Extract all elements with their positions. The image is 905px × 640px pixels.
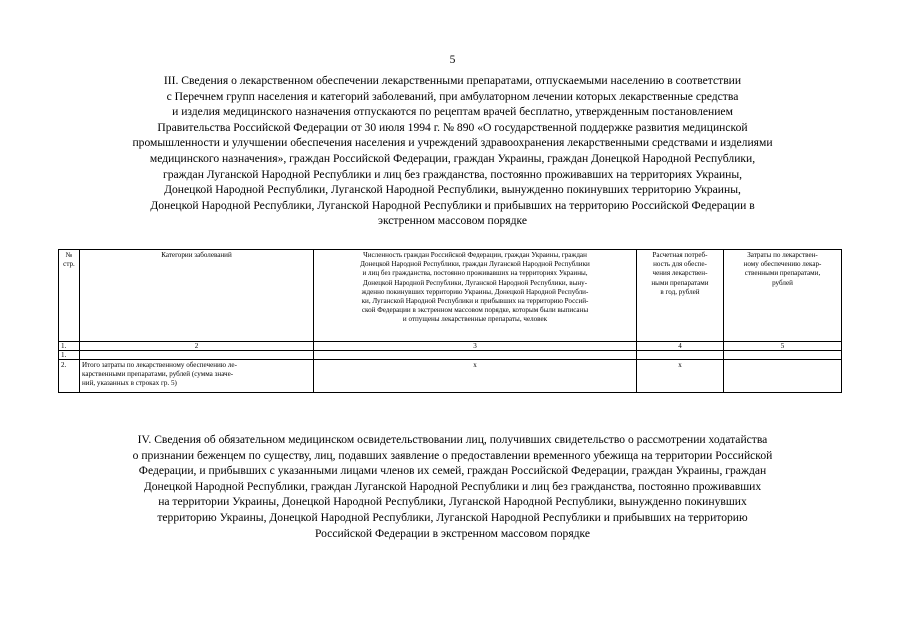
header-line: стр. xyxy=(63,260,75,269)
header-line: Затраты по лекарствен- xyxy=(747,251,818,259)
heading-line: Донецкой Народной Республики, Луганской Народной Республики, вынужденно покинувших территорию Украины, xyxy=(164,183,741,197)
header-line: и отпущены лекарственные препараты, человек xyxy=(402,315,548,324)
heading-line: Российской Федерации в экстренном массовом порядке xyxy=(314,526,591,540)
header-line: ными препаратами xyxy=(651,278,709,287)
table-row xyxy=(59,351,842,360)
header-line: ственными препаратами, xyxy=(744,269,821,278)
header-line: Численность граждан Российской Федерации, граждан Украины, граждан xyxy=(363,251,587,259)
header-persons-count xyxy=(314,250,637,342)
header-line: Расчетная потреб- xyxy=(652,251,708,259)
header-line: и лиц без гражданства, постоянно проживавших на территориях Украины, xyxy=(362,269,588,278)
column-number: 5 xyxy=(724,342,842,351)
column-number: 2 xyxy=(80,342,314,351)
row-cost xyxy=(724,360,842,393)
header-line: ки, Луганской Народной Республики и прибывших на территорию Россий- xyxy=(361,297,589,306)
header-line: ному обеспечению лекар- xyxy=(743,260,822,269)
row-category-line: карственными препаратами, рублей (сумма значе- xyxy=(82,370,234,379)
heading-line: на территории Украины, Донецкой Народной Республики, Луганской Народной Республики, вынужденно покинувших xyxy=(158,495,747,509)
heading-line: промышленности и улучшении обеспечения населения и учреждений здравоохранения лекарственными средствами и изделиями xyxy=(132,136,773,150)
row-category xyxy=(80,360,314,393)
row-cost xyxy=(724,351,842,360)
header-estimated-need xyxy=(637,250,724,342)
header-supply-costs xyxy=(724,250,842,342)
heading-line: IV. Сведения об обязательном медицинском освидетельствовании лиц, получивших свидетельство о рассмотрении ходатайства xyxy=(137,433,768,446)
table-row-total xyxy=(59,360,842,393)
heading-line: экстренном массовом порядке xyxy=(377,214,528,228)
header-line: Донецкой Народной Республики, Луганской Народной Республики, выну- xyxy=(362,278,588,287)
heading-line: Донецкой Народной Республики, граждан Луганской Народной Республики и лиц без гражданства, постоянно проживавших xyxy=(143,479,762,493)
column-number: 3 xyxy=(314,342,637,351)
heading-line: и изделия медицинского назначения отпускаются по рецептам врачей бесплатно, утвержденным постановлением xyxy=(172,105,733,119)
header-line: в год, рублей xyxy=(660,287,700,296)
table-header-row xyxy=(59,250,842,342)
header-row-number xyxy=(59,250,80,342)
header-line: № xyxy=(65,251,73,259)
row-count xyxy=(314,351,637,360)
header-disease-category xyxy=(80,250,314,342)
page-number: 5 xyxy=(449,54,456,66)
column-number: 1. xyxy=(59,342,80,351)
header-line: жденно покинувших территорию Украины, Донецкой Народной Республи- xyxy=(361,287,589,296)
section-3-heading xyxy=(60,73,845,229)
header-line: рублей xyxy=(772,278,793,287)
row-number: 2. xyxy=(59,360,80,393)
row-need: x xyxy=(637,360,724,393)
row-category-line: Итого затраты по лекарственному обеспечению ле- xyxy=(82,361,237,369)
heading-line: медицинского назначения», граждан Российской Федерации, граждан Украины, граждан Донецкой Народной Республики, xyxy=(149,151,756,165)
row-category xyxy=(80,351,314,360)
column-number-row xyxy=(59,342,842,351)
heading-line: Федерации, и прибывших с указанными лицами членов их семей, граждан Российской Федерации, граждан Украины, граждан xyxy=(138,464,767,478)
header-line: Категории заболеваний xyxy=(161,251,232,259)
row-count: x xyxy=(314,360,637,393)
row-need xyxy=(637,351,724,360)
row-number: 1. xyxy=(59,351,80,360)
header-line: ской Федерации в экстренном массовом порядке, которым были выписаны xyxy=(361,306,589,315)
heading-line: III. Сведения о лекарственном обеспечении лекарственными препаратами, отпускаемыми населению в соответствии xyxy=(163,74,742,87)
heading-line: Донецкой Народной Республики, Луганской Народной Республики и прибывших на территорию Российской Федерации в xyxy=(150,198,755,212)
section-4-heading xyxy=(60,432,845,541)
heading-line: о признании беженцем по существу, лиц, подавших заявление о предоставлении временного убежища на территории Российской xyxy=(132,448,773,462)
header-line: ность для обеспе- xyxy=(653,260,707,269)
heading-line: Правительства Российской Федерации от 30 июля 1994 г. № 890 «О государственной поддержке развития медицинской xyxy=(157,120,748,134)
row-category-line: ний, указанных в строках гр. 5) xyxy=(82,379,177,388)
heading-line: с Перечнем групп населения и категорий заболеваний, при амбулаторном лечении которых лекарственные средства xyxy=(166,89,739,103)
drug-supply-table xyxy=(58,249,842,393)
heading-line: граждан Луганской Народной Республики и лиц без гражданства, постоянно проживавших на территориях Украины, xyxy=(162,167,743,181)
header-line: Донецкой Народной Республики, граждан Луганской Народной Республики xyxy=(360,260,590,269)
header-line: чения лекарствен- xyxy=(652,269,708,278)
column-number: 4 xyxy=(637,342,724,351)
heading-line: территорию Украины, Донецкой Народной Республики, Луганской Народной Республики и прибывших на территорию xyxy=(157,510,748,524)
